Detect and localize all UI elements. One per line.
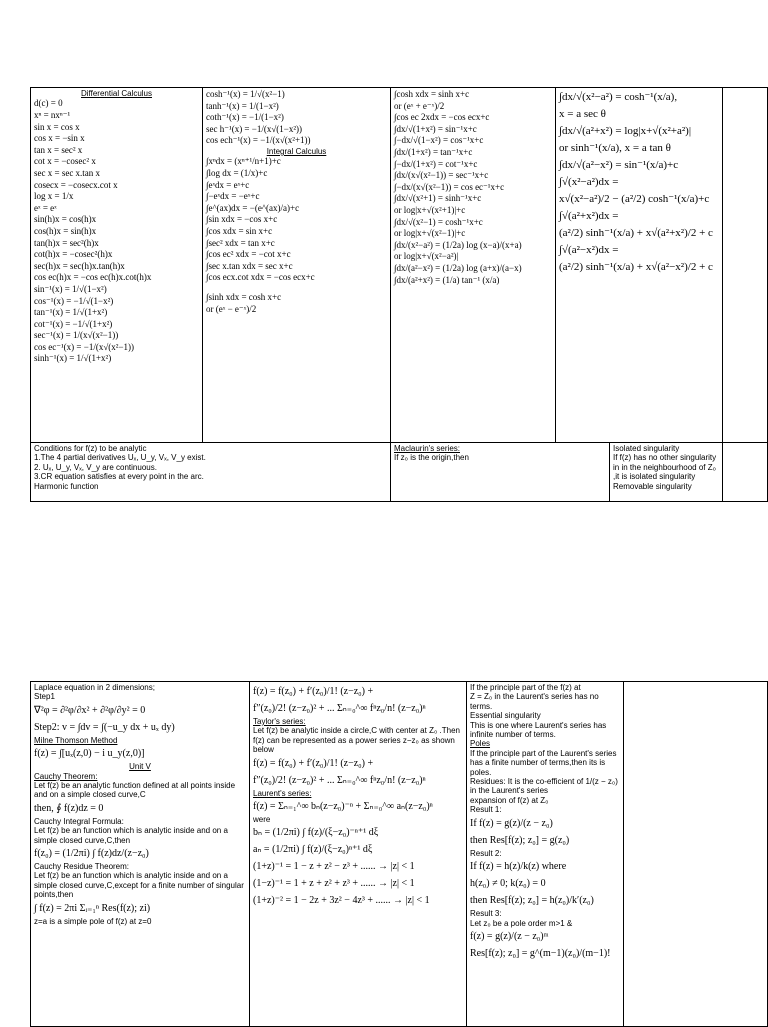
residues-cell <box>467 682 624 1027</box>
formula-line: ∫log dx = (1/x)+c <box>206 167 268 178</box>
text-line: were <box>253 815 271 825</box>
text-line: Cauchy Theorem: <box>34 771 98 781</box>
formula-line: ∫cos xdx = sin x+c <box>206 225 273 236</box>
series-expansion-cell <box>250 682 467 1027</box>
formula-line: sec⁻¹(x) = 1/(x√(x²−1)) <box>34 330 119 341</box>
formula-line: ∫cos ec 2xdx = −cos ecx+c <box>394 112 490 123</box>
differential-calculus-list <box>34 98 199 365</box>
standard-integrals-cell <box>391 88 556 443</box>
formula-line: log x = 1/x <box>34 191 74 202</box>
maclaurin-cell <box>391 443 610 501</box>
text-line: z=a is a simple pole of f(z) at z=0 <box>34 916 152 926</box>
formula-line: sin⁻¹(x) = 1/√(1−x²) <box>34 283 107 294</box>
formula-line: ∫dx/√(x²+1) = sinh⁻¹x+c <box>394 193 482 204</box>
text-line: Cauchy Residue Theorem: <box>34 862 130 872</box>
formula-line: ∫cosh xdx = sinh x+c <box>394 89 470 99</box>
text-line: Let f(z) be an analytic function defined at all points inside and on a simple closed curve,C <box>34 781 236 800</box>
formula-line: cos ec(h)x = −cos ec(h)x.cot(h)x <box>34 272 152 283</box>
formula-line: f(z) = f(z₀) + f′(z₀)/1! (z−z₀) + <box>253 686 374 697</box>
formula-line: (1−z)⁻¹ = 1 + z + z² + z³ + ...... → |z| < 1 <box>253 878 415 890</box>
formula-line: bₙ = (1/2πi) ∫ f(z)/(ξ−z₀)⁻ⁿ⁺¹ dξ <box>253 827 379 839</box>
formula-line: ∫sinh xdx = cosh x+c <box>206 291 282 302</box>
empty-cell-bottom <box>624 682 768 1027</box>
formula-line: coth⁻¹(x) = −1/(1−x²) <box>206 112 284 123</box>
formula-line: ∫cos ec² xdx = −cot x+c <box>206 249 291 260</box>
formula-line: or log|x+√(x²−a²)| <box>394 251 459 262</box>
formula-line: ∫−dx/(1+x²) = cot⁻¹x+c <box>394 158 478 169</box>
text-line: If the principle part of the f(z) at <box>470 683 581 692</box>
formula-line: ∫dx/(1+x²) = tan⁻¹x+c <box>394 146 473 157</box>
formula-line: If f(z) = h(z)/k(z) where <box>470 861 567 873</box>
formula-line: ∫eˣdx = eˣ+c <box>206 179 250 190</box>
formula-line: sec x = sec x.tan x <box>34 167 101 178</box>
formula-line: h(z₀) ≠ 0; k(z₀) = 0 <box>470 878 546 890</box>
formula-line: If f(z) = g(z)/(z − z₀) <box>470 817 553 829</box>
series-expansion-list <box>253 683 463 909</box>
formula-line: ∇²φ = ∂²φ/∂x² + ∂²φ/∂y² = 0 <box>34 704 146 716</box>
residues-list <box>470 683 620 962</box>
differential-calculus-heading: Differential Calculus <box>81 89 152 98</box>
text-line: If f(z) has no other singularity in in the neighbourhood of Z₀ ,it is isolated singularity <box>613 453 717 482</box>
sinh-integral-list <box>206 292 387 315</box>
formula-line: cosecx = −cosecx.cot x <box>34 179 118 190</box>
formula-sheet-top <box>30 87 768 502</box>
text-line: Poles <box>470 739 491 749</box>
formula-line: f(z) = ∫[uₓ(z,0) − i u_y(z,0)] <box>34 748 145 760</box>
text-line: Let f(z) be analytic inside a circle,C with center at Z₀ .Then f(z) can be represented as a power series z−z₀ as shown below <box>253 726 460 755</box>
formula-line: ∫√(x²−a²)dx = <box>559 176 619 188</box>
analytic-conditions-list <box>34 444 387 491</box>
isolated-singularity-list <box>613 444 719 491</box>
formula-line: or (eˣ − e⁻ˣ)/2 <box>206 303 257 314</box>
text-line: 2. Uₓ, U_y, Vₓ, V_y are continuous. <box>34 462 157 472</box>
formula-line: f″(z₀)/2! (z−z₀)² + ... Σₙ₌₀^∞ fⁿz₀/n! (z−z₀)ⁿ <box>253 703 426 714</box>
formula-line: ∫−eˣdx = −eˣ+c <box>206 191 260 202</box>
text-line: This is one where Laurent's series has infinite number of terms. <box>470 720 607 740</box>
formula-line: ∫√(a²+x²)dx = <box>559 210 619 222</box>
text-line: Laurent's series: <box>253 788 312 798</box>
series-singularity-cell <box>391 443 723 502</box>
formula-line: cos⁻¹(x) = −1/√(1−x²) <box>34 295 114 306</box>
text-line: Step1 <box>34 692 55 702</box>
empty-cell-top <box>723 88 768 443</box>
formula-line: sec h⁻¹(x) = −1/(x√(1−x²)) <box>206 123 303 134</box>
formula-line: ∫dx/(a²+x²) = (1/a) tan⁻¹ (x/a) <box>394 274 500 285</box>
formula-line: cos(h)x = sin(h)x <box>34 225 97 236</box>
maclaurin-text: If z₀ is the origin,then <box>394 453 469 463</box>
text-line: Unit V <box>129 762 151 772</box>
formula-line: or (eˣ + e⁻ˣ)/2 <box>394 100 445 111</box>
text-line: Let f(z) be an function which is analytic inside and on a simple closed curve,C,then <box>34 826 228 845</box>
formula-line: Step2: v = ∫dv = ∫(−u_y dx + uₓ dy) <box>34 721 175 733</box>
formula-line: ∫dx/√(a²+x²) = log|x+√(x²+a²)| <box>559 125 692 137</box>
formula-line: d(c) = 0 <box>34 98 63 109</box>
formula-line: Res[f(z); z₀] = g^(m−1)(z₀)/(m−1)! <box>470 947 611 959</box>
formula-line: sinh⁻¹(x) = 1/√(1+x²) <box>34 353 112 364</box>
text-line: Result 1: <box>470 805 502 815</box>
formula-line: ∫sin xdx = −cos x+c <box>206 214 278 225</box>
formula-line: tan⁻¹(x) = 1/√(1+x²) <box>34 307 108 318</box>
formula-line: ∫dx/√(1+x²) = sin⁻¹x+c <box>394 123 477 134</box>
text-line: Cauchy Integral Formula: <box>34 816 124 826</box>
formula-line: cot(h)x = −cosec²(h)x <box>34 249 113 260</box>
formula-line: then Res[f(z); z₀] = g(z₀) <box>470 834 570 846</box>
formula-line: tan x = sec² x <box>34 144 83 155</box>
formula-line: ∫sec² xdx = tan x+c <box>206 237 275 248</box>
text-line: Residues: It is the co-efficient of 1/(z − z₀) in the Laurent's series <box>470 777 618 796</box>
text-line: Let z₀ be a pole order m>1 & <box>470 918 573 928</box>
formula-line: cosh⁻¹(x) = 1/√(x²−1) <box>206 89 285 99</box>
formula-line: cos ech⁻¹(x) = −1/(x√(x²+1)) <box>206 135 311 146</box>
formula-line: ∫dx/(a²−x²) = (1/2a) log (a+x)/(a−x) <box>394 262 522 273</box>
formula-line: sin x = cos x <box>34 121 80 132</box>
formula-line: ∫ f(z) = 2πi Σᵢ₌₁ⁿ Res(f(z); zi) <box>34 902 151 914</box>
standard-integrals-list <box>394 89 552 286</box>
analytic-conditions-cell <box>31 443 391 502</box>
formula-line: tanh⁻¹(x) = 1/(1−x²) <box>206 100 279 111</box>
formula-line: f″(z₀)/2! (z−z₀)² + ... Σₙ₌₀^∞ fⁿz₀/n! (z−z₀)ⁿ <box>253 774 426 786</box>
formula-line: xⁿ = nxⁿ⁻¹ <box>34 110 71 120</box>
formula-line: then, ∮ f(z)dz = 0 <box>34 802 104 814</box>
empty-cell-top-row2 <box>723 443 768 502</box>
formula-line: x√(x²−a²)/2 − (a²/2) cosh⁻¹(x/a)+c <box>559 193 710 205</box>
isolated-singularity-cell <box>610 443 723 501</box>
differential-calculus-cell <box>31 88 203 443</box>
formula-line: f(z₀) = (1/2πi) ∫ f(z)dz/(z−z₀) <box>34 848 149 860</box>
formula-line: cot⁻¹(x) = −1/√(1+x²) <box>34 318 113 329</box>
text-line: Let f(z) be an function which is analytic inside and on a simple closed curve,C,except for a finite number of singular points,then <box>34 871 244 900</box>
text-line: Milne Thomson Method <box>34 735 118 745</box>
formula-line: or sinh⁻¹(x/a), x = a tan θ <box>559 142 671 154</box>
formula-line: ∫√(a²−x²)dx = <box>559 244 619 256</box>
formula-line: ∫−dx/√(1−x²) = cos⁻¹x+c <box>394 135 484 146</box>
text-line: Conditions for f(z) to be analytic <box>34 444 147 453</box>
formula-line: cos x = −sin x <box>34 133 85 144</box>
formula-line: ∫−dx/(x√(x²−1)) = cos ec⁻¹x+c <box>394 181 505 192</box>
formula-line: ∫e^(ax)dx = −(e^(ax)/a)+c <box>206 202 300 213</box>
formula-line: ∫dx/(x²−a²) = (1/2a) log (x−a)/(x+a) <box>394 239 522 250</box>
integral-calculus-heading: Integral Calculus <box>266 146 327 156</box>
maclaurin-heading: Maclaurin's series: <box>394 444 460 453</box>
text-line: If the principle part of the Laurent's series has a finite number of terms,then its is poles. <box>470 748 617 777</box>
formula-line: (a²/2) sinh⁻¹(x/a) + x√(a²+x²)/2 + c <box>559 227 713 239</box>
formula-line: (a²/2) sinh⁻¹(x/a) + x√(a²−x²)/2 + c <box>559 261 713 273</box>
formula-line: or log|x+√(x²+1)|+c <box>394 204 466 215</box>
root-integrals-cell <box>556 88 723 443</box>
text-line: 1.The 4 partial derivatives Uₓ, U_y, Vₓ, V_y exist. <box>34 453 206 463</box>
formula-line: cot x = −cosec² x <box>34 156 96 167</box>
text-line: Laplace equation in 2 dimensions; <box>34 683 155 692</box>
formula-line: (1+z)⁻¹ = 1 − z + z² − z³ + ...... → |z| < 1 <box>253 861 415 873</box>
text-line: Removable singularity <box>613 481 692 491</box>
formula-line: sin(h)x = cos(h)x <box>34 214 97 225</box>
formula-line: or log|x+√(x²−1)|+c <box>394 228 466 239</box>
root-integrals-list <box>559 89 719 276</box>
text-line: Result 3: <box>470 909 502 919</box>
integral-calculus-cell <box>203 88 391 443</box>
formula-line: ∫dx/√(x²−a²) = cosh⁻¹(x/a), <box>559 91 678 103</box>
text-line: Result 2: <box>470 848 502 858</box>
formula-sheet-bottom <box>30 681 768 1027</box>
formula-line: ∫dx/√(x²−1) = cosh⁻¹x+c <box>394 216 483 227</box>
text-line: Z = Z₀ in the Laurent's series has no terms. <box>470 692 599 711</box>
text-line: 3.CR equation satisfies at every point in the arc. <box>34 472 204 482</box>
formula-line: cos ec⁻¹(x) = −1/(x√(x²−1)) <box>34 341 135 352</box>
complex-analysis-cell <box>31 682 250 1027</box>
formula-line: eˣ = eˣ <box>34 202 57 213</box>
formula-line: f(z) = g(z)/(z − z₀)ᵐ <box>470 930 549 942</box>
formula-line: f(z) = f(z₀) + f′(z₀)/1! (z−z₀) + <box>253 757 374 769</box>
text-line: Isolated singularity <box>613 444 680 453</box>
formula-line: ∫cos ecx.cot xdx = −cos ecx+c <box>206 272 315 283</box>
complex-analysis-list <box>34 683 246 926</box>
text-line: Taylor's series: <box>253 717 306 726</box>
formula-line: ∫dx/√(a²−x²) = sin⁻¹(x/a)+c <box>559 159 679 171</box>
formula-line: sec(h)x = sec(h)x.tan(h)x <box>34 260 125 271</box>
formula-line: ∫xⁿdx = (xⁿ⁺¹/n+1)+c <box>206 156 281 167</box>
formula-line: then Res[f(z); z₀] = h(z₀)/k′(z₀) <box>470 895 594 907</box>
formula-line: aₙ = (1/2πi) ∫ f(z)/(ξ−z₀)ⁿ⁺¹ dξ <box>253 844 373 856</box>
formula-line: f(z) = Σₙ₌₁^∞ bₙ(z−z₀)⁻ⁿ + Σₙ₌₀^∞ aₙ(z−z₀)ⁿ <box>253 801 433 813</box>
formula-line: x = a sec θ <box>559 108 606 120</box>
text-line: expansion of f(z) at Z₀ <box>470 795 549 805</box>
formula-line: (1+z)⁻² = 1 − 2z + 3z² − 4z³ + ...... → |z| < 1 <box>253 895 430 907</box>
formula-line: tan(h)x = sec²(h)x <box>34 237 99 248</box>
formula-line: ∫dx/(x√(x²−1)) = sec⁻¹x+c <box>394 170 489 181</box>
text-line: Essential singularity <box>470 711 541 721</box>
text-line: Harmonic function <box>34 481 99 491</box>
inverse-hyperbolic-list <box>206 89 387 147</box>
integral-list <box>206 156 387 284</box>
formula-line: ∫sec x.tan xdx = sec x+c <box>206 260 293 271</box>
